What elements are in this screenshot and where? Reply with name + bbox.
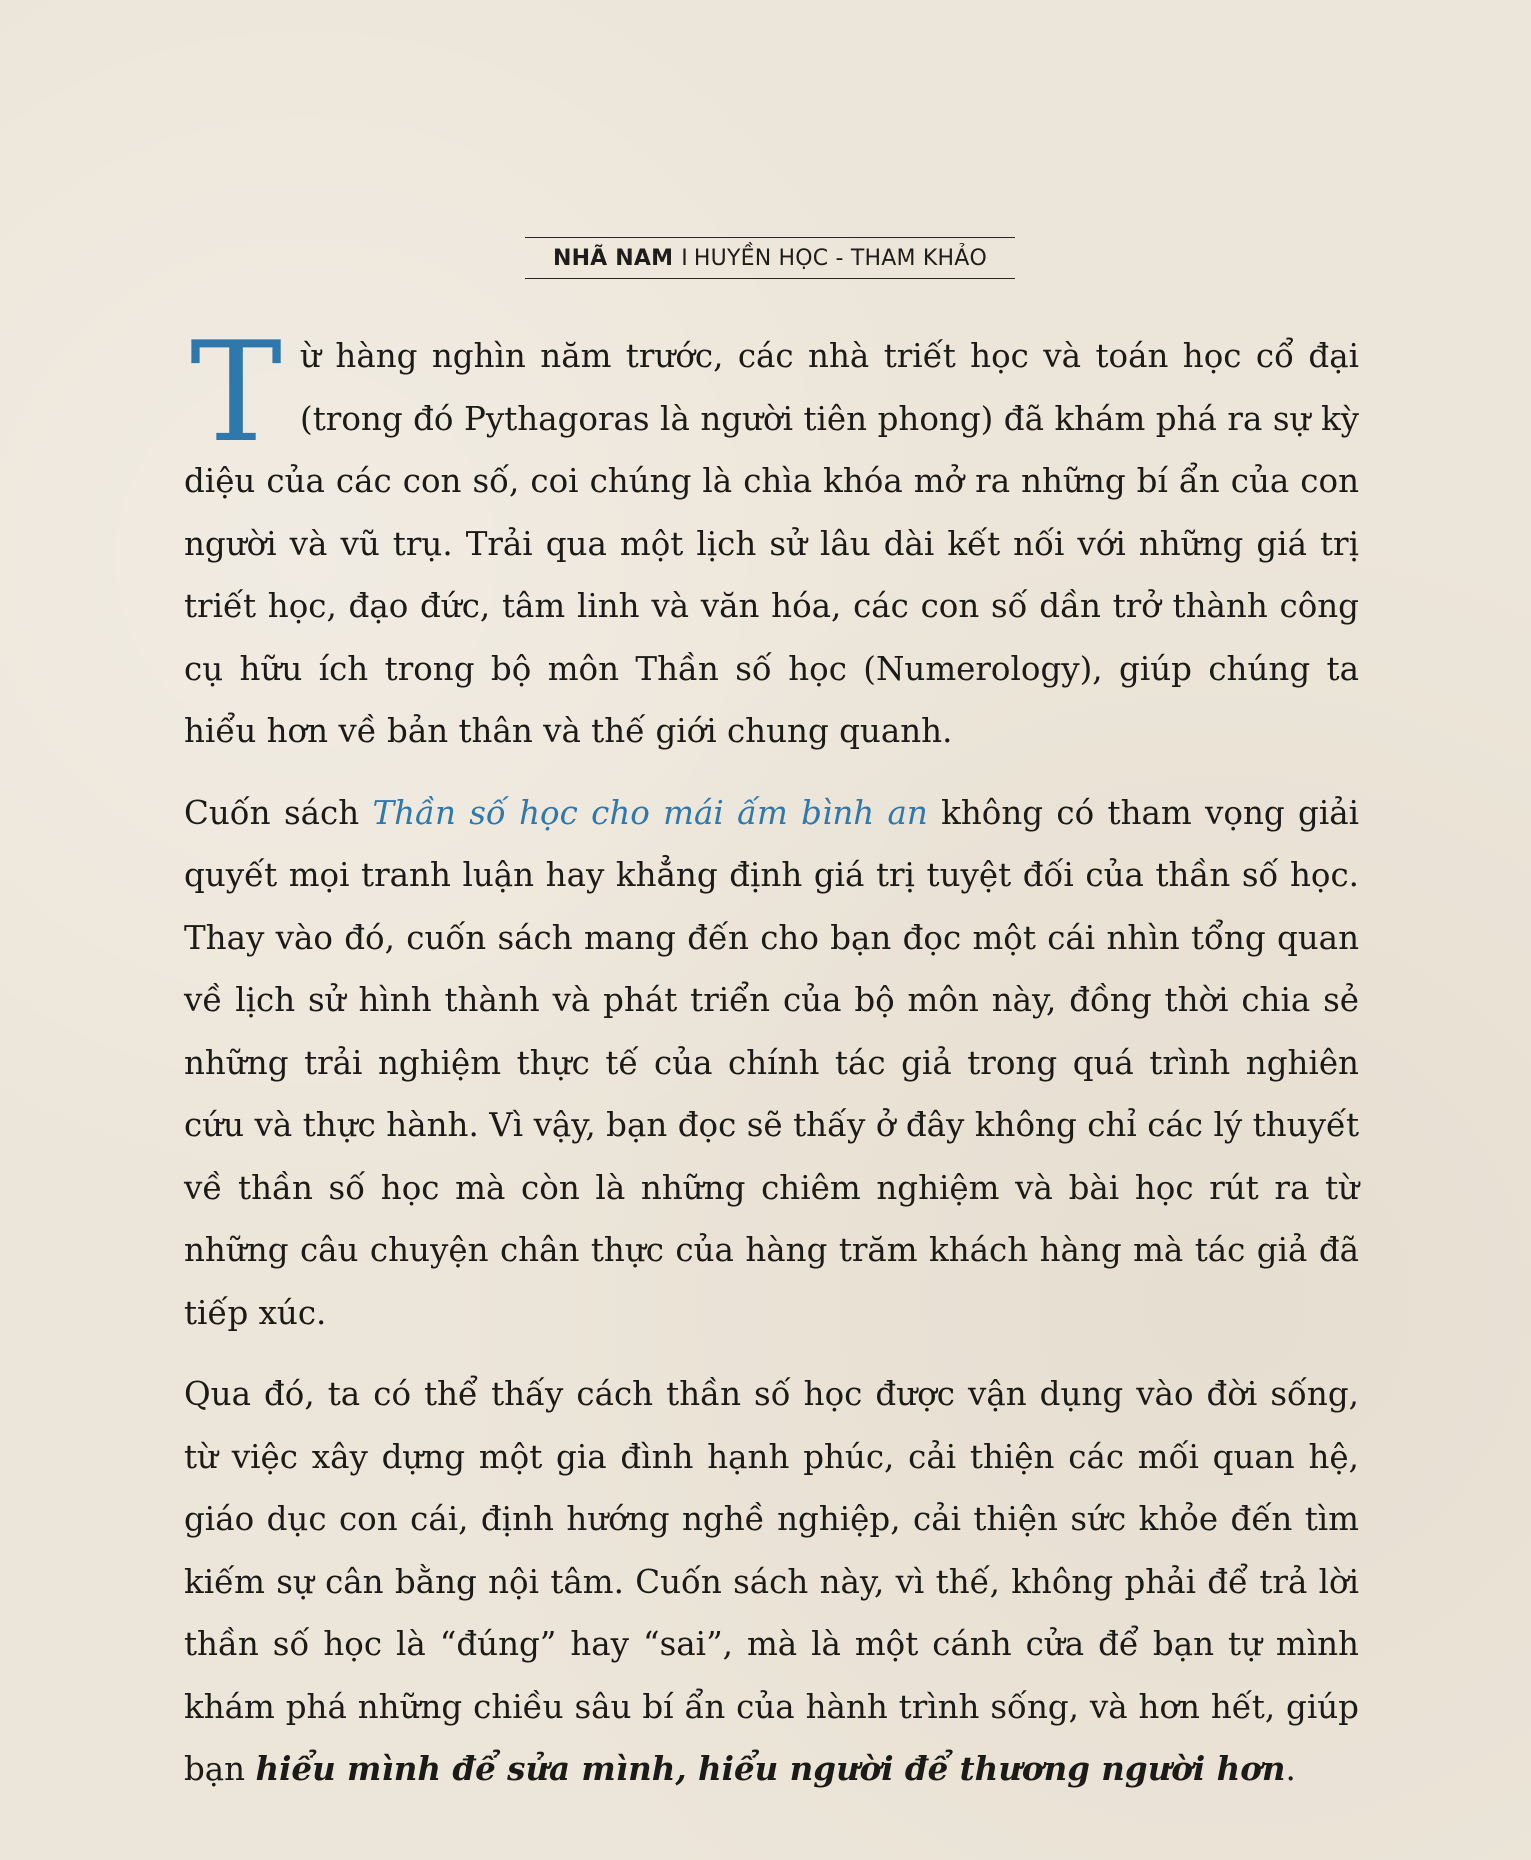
paragraph-book-description-lead: Cuốn sách <box>184 793 373 832</box>
publisher-brand: NHÃ NAM <box>552 245 674 271</box>
body-text <box>184 312 1359 1801</box>
header-category: HUYỀN HỌC - THAM KHẢO <box>693 245 988 271</box>
header-separator: I <box>681 245 688 271</box>
drop-cap: T <box>190 312 283 473</box>
emphasis-phrase: hiểu mình để sửa mình, hiểu người để thương người hơn <box>255 1749 1286 1788</box>
paragraph-conclusion-lead: Qua đó, ta có thể thấy cách thần số học được vận dụng vào đời sống, từ việc xây dựng một gia đình hạnh phúc, cải thiện các mối quan hệ, giáo dục con cái, định hướng nghề nghiệp, cải thiện sức khỏe đến tìm kiếm sự cân bằng nội tâm. Cuốn sách này, vì thế, không phải để trả lời thần số học là “đúng” hay “sai”, mà là một cánh cửa để bạn tự mình khám phá những chiều sâu bí ẩn của hành trình sống, và hơn hết, giúp bạn <box>184 1375 1359 1788</box>
paragraph-intro <box>184 312 1359 763</box>
paragraph-book-description <box>184 782 1359 1345</box>
paragraph-conclusion <box>184 1363 1359 1801</box>
paragraph-intro-text: ừ hàng nghìn năm trước, các nhà triết học và toán học cổ đại (trong đó Pythagoras là người tiên phong) đã khám phá ra sự kỳ diệu của các con số, coi chúng là chìa khóa mở ra những bí ẩn của con người và vũ trụ. Trải qua một lịch sử lâu dài kết nối với những giá trị triết học, đạo đức, tâm linh và văn hóa, các con số dần trở thành công cụ hữu ích trong bộ môn Thần số học (Numerology), giúp chúng ta hiểu hơn về bản thân và thế giới chung quanh. <box>184 337 1359 750</box>
page-header <box>525 237 1015 279</box>
paragraph-book-description-rest: không có tham vọng giải quyết mọi tranh luận hay khẳng định giá trị tuyệt đối của thần số học. Thay vào đó, cuốn sách mang đến cho bạn đọc một cái nhìn tổng quan về lịch sử hình thành và phát triển của bộ môn này, đồng thời chia sẻ những trải nghiệm thực tế của chính tác giả trong quá trình nghiên cứu và thực hành. Vì vậy, bạn đọc sẽ thấy ở đây không chỉ các lý thuyết về thần số học mà còn là những chiêm nghiệm và bài học rút ra từ những câu chuyện chân thực của hàng trăm khách hàng mà tác giả đã tiếp xúc. <box>184 793 1359 1332</box>
paragraph-conclusion-end: . <box>1285 1750 1296 1788</box>
book-title: Thần số học cho mái ấm bình an <box>372 793 928 832</box>
